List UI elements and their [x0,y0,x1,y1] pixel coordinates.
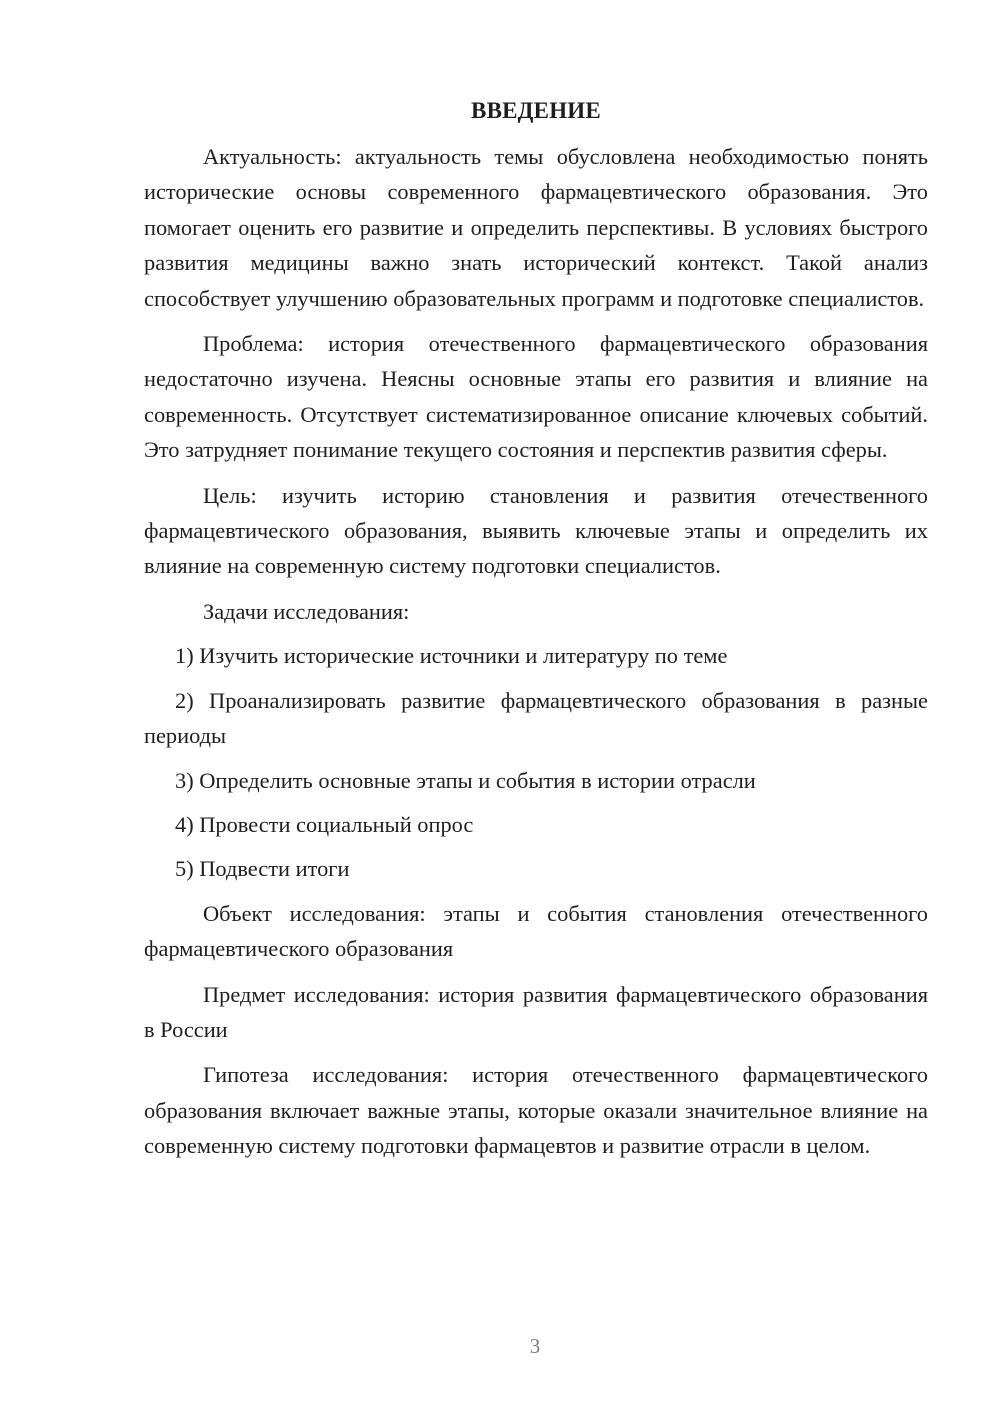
list-item: 5) Подвести итоги [175,856,350,882]
object-paragraph: Объект исследования: этапы и события становления отечественного фармацевтического образования [144,900,928,962]
tasks-heading: Задачи исследования: [203,598,410,624]
document-title: ВВЕДЕНИЕ [471,98,601,123]
list-item: 4) Провести социальный опрос [175,811,474,837]
hypothesis-paragraph: Гипотеза исследования: история отечественного фармацевтического образования включает важные этапы, которые оказали значительное влияние на современную систему подготовки фармацевтов и развитие отрасли в целом. [144,1062,928,1159]
list-item: 1) Изучить исторические источники и литературу по теме [175,643,728,669]
list-item: 3) Определить основные этапы и события в истории отрасли [175,767,756,793]
page-number: 3 [529,1334,541,1358]
goal-paragraph: Цель: изучить историю становления и развития отечественного фармацевтического образования, выявить ключевые этапы и определить их влияние на современную систему подготовки специалистов. [144,482,928,579]
tasks-list [144,638,928,886]
relevance-paragraph: Актуальность: актуальность темы обусловлена необходимостью понять исторические основы современного фармацевтического образования. Это помогает оценить его развитие и определить перспективы. В условиях быстрого развития медицины важно знать исторический контекст. Такой анализ способствует улучшению образовательных программ и подготовке специалистов. [144,144,928,311]
problem-paragraph: Проблема: история отечественного фармацевтического образования недостаточно изучена. Неясны основные этапы его развития и влияние на современность. Отсутствует систематизированное описание ключевых событий. Это затрудняет понимание текущего состояния и перспектив развития сферы. [144,331,928,463]
list-item: 2) Проанализировать развитие фармацевтического образования в разные периоды [144,687,928,749]
subject-paragraph: Предмет исследования: история развития фармацевтического образования в России [144,981,928,1042]
document-page [144,96,928,1164]
